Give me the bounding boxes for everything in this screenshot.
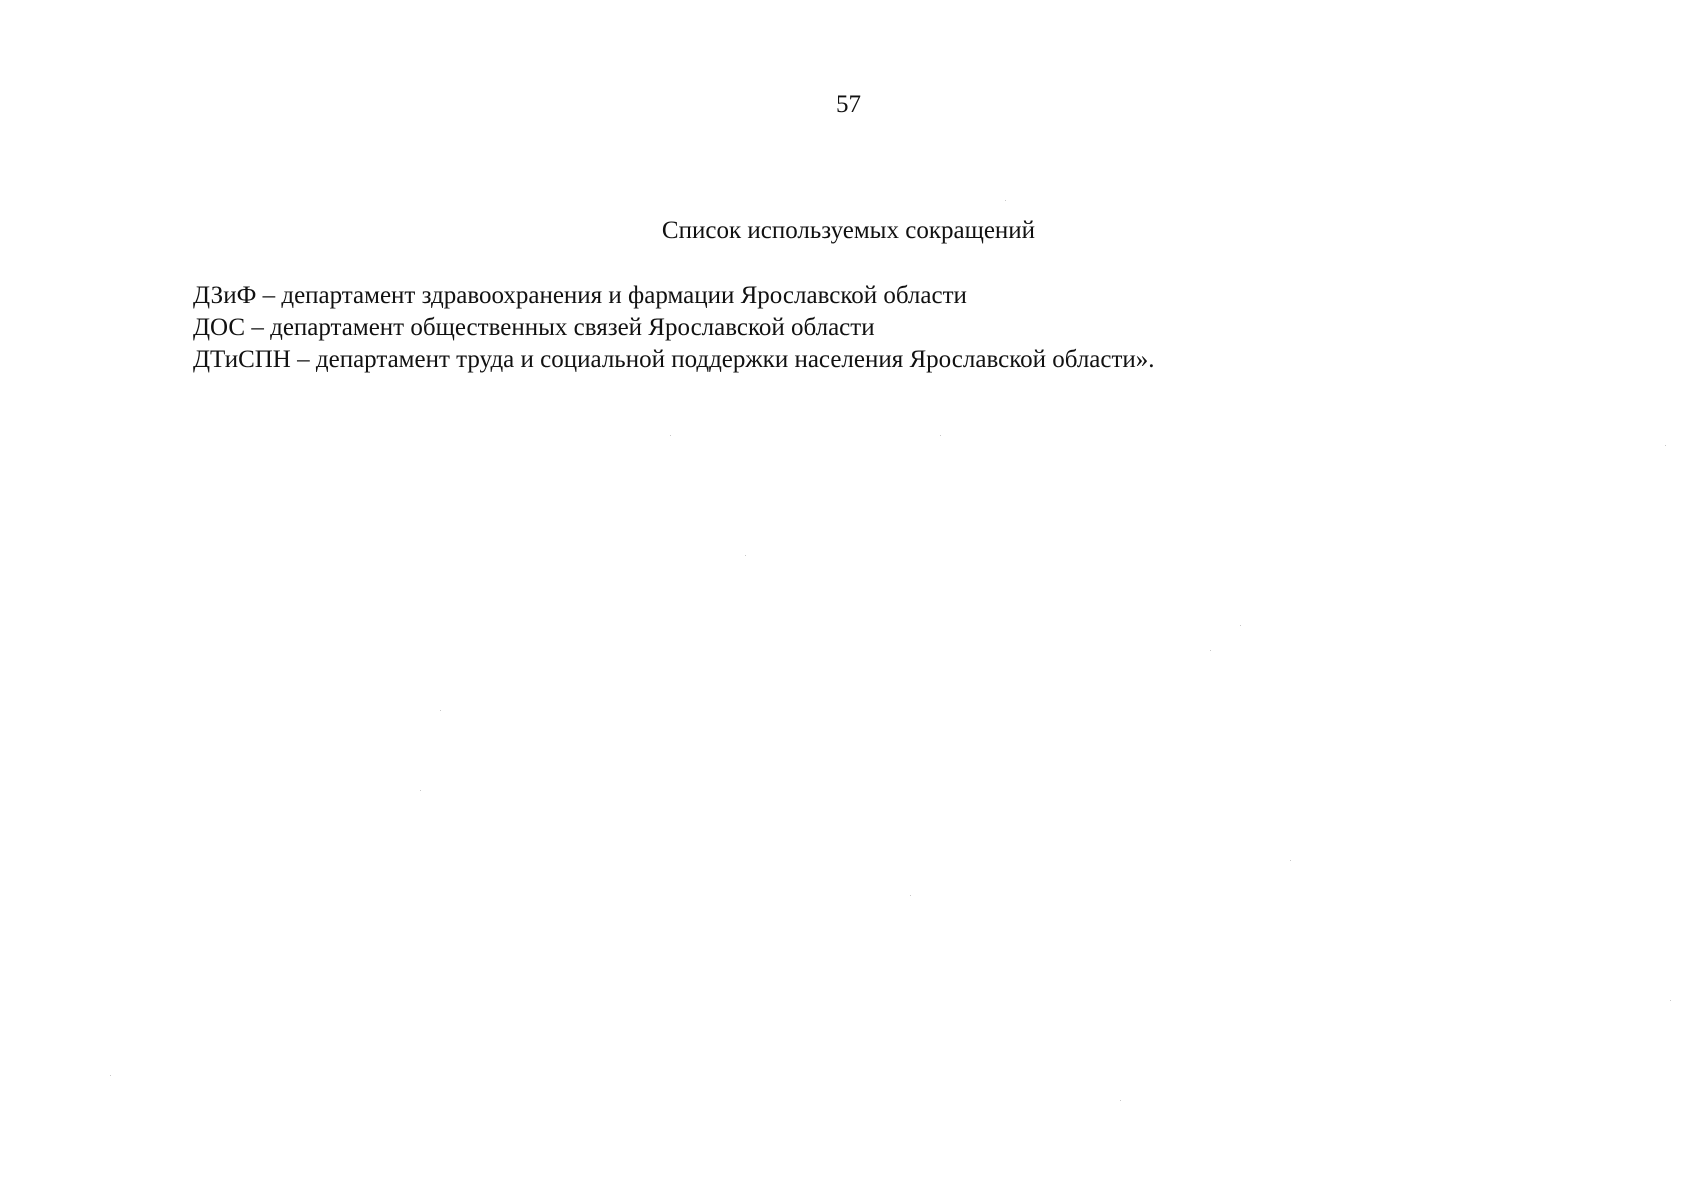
scan-speck bbox=[1240, 625, 1241, 626]
scan-speck bbox=[1120, 1100, 1121, 1101]
scan-speck bbox=[745, 555, 746, 556]
scan-speck bbox=[110, 1075, 111, 1076]
abbreviation-list bbox=[193, 280, 1593, 376]
page-number: 57 bbox=[836, 91, 861, 118]
abbreviation-meaning: департамент здравоохранения и фармации Ярославской области bbox=[281, 282, 967, 309]
abbreviation-separator: – bbox=[256, 282, 282, 309]
scan-speck bbox=[440, 710, 441, 711]
scan-speck bbox=[1210, 650, 1211, 651]
abbreviation-item bbox=[193, 344, 1593, 376]
abbreviation-item bbox=[193, 280, 1593, 312]
scan-speck bbox=[1290, 860, 1291, 861]
abbreviation-meaning: департамент труда и социальной поддержки населения Ярославской области». bbox=[315, 346, 1155, 373]
scan-speck bbox=[1665, 445, 1666, 446]
section-title: Список используемых сокращений bbox=[661, 217, 1036, 244]
abbreviation-term: ДТиСПН bbox=[193, 346, 291, 373]
scan-speck bbox=[420, 790, 421, 791]
scan-speck bbox=[670, 435, 671, 436]
scan-speck bbox=[1670, 1000, 1671, 1001]
scan-speck bbox=[940, 435, 941, 436]
scan-speck bbox=[910, 895, 911, 896]
abbreviation-term: ДОС bbox=[193, 314, 246, 341]
scan-speck bbox=[1005, 200, 1006, 201]
abbreviation-separator: – bbox=[290, 346, 316, 373]
abbreviation-separator: – bbox=[245, 314, 271, 341]
abbreviation-meaning: департамент общественных связей Ярославской области bbox=[270, 314, 875, 341]
abbreviation-item bbox=[193, 312, 1593, 344]
abbreviation-term: ДЗиФ bbox=[193, 282, 257, 309]
